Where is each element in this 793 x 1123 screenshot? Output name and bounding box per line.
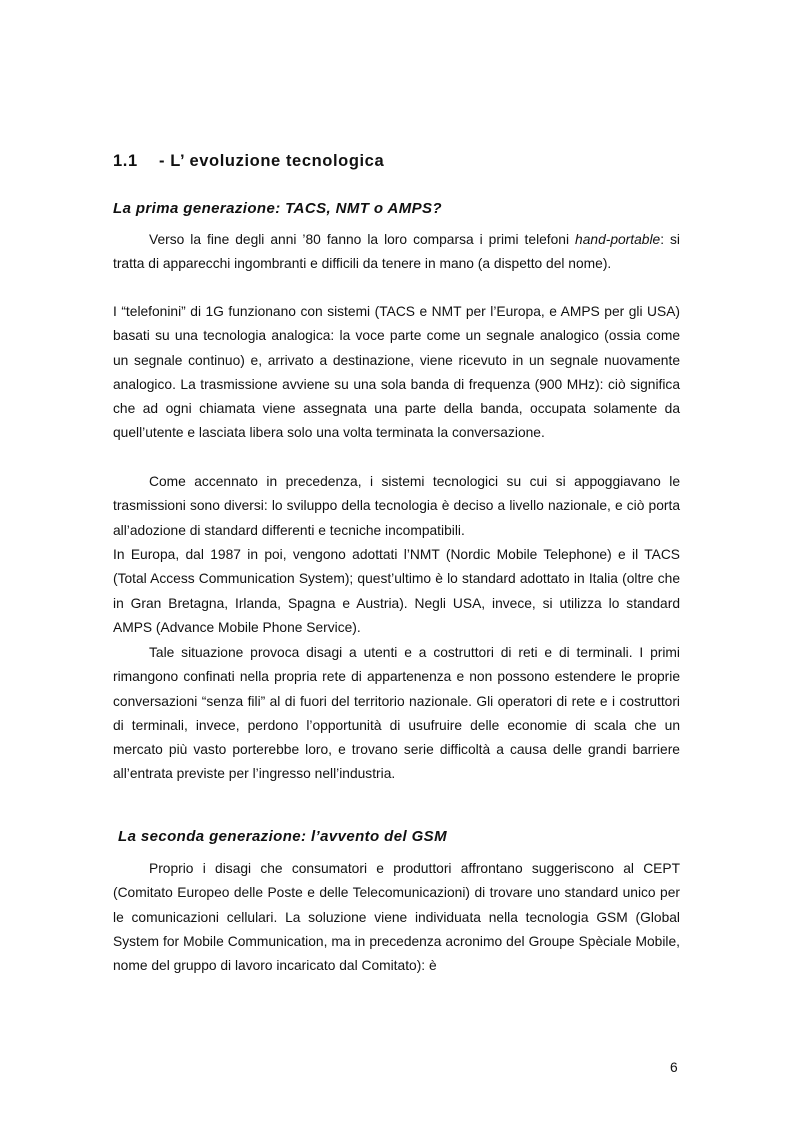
paragraph-2: I “telefonini” di 1G funzionano con sistemi (TACS e NMT per l’Europa, e AMPS per gli USA) basati su una tecnologia analogica: la voce parte come un segnale analogico (ossia come un segnale continuo) e, arrivato a destinazione, viene ricevuto in un segnale nuovamente analogico. La trasmissione avviene su una sola banda di frequenza (900 MHz): ciò significa che ad ogni chiamata viene assegnata una parte della banda, occupata solamente da quell’utente e lasciata libera solo una volta terminata la conversazione. bbox=[113, 304, 680, 441]
paragraph-3: Come accennato in precedenza, i sistemi tecnologici su cui si appoggiavano le trasmissioni sono diversi: lo sviluppo della tecnologia è deciso a livello nazionale, e ciò porta all’adozione di standard differenti e tecniche incompatibili. bbox=[113, 474, 680, 538]
paragraph-4: In Europa, dal 1987 in poi, vengono adottati l’NMT (Nordic Mobile Telephone) e il TACS (Total Access Communication System); quest’ultimo è lo standard adottato in Italia (oltre che in Gran Bretagna, Irlanda, Spagna e Austria). Negli USA, invece, si utilizza lo standard AMPS (Advance Mobile Phone Service). bbox=[113, 547, 680, 635]
paragraph-6: Proprio i disagi che consumatori e produttori affrontano suggeriscono al CEPT (Comitato Europeo delle Poste e delle Telecomunicazioni) di trovare uno standard unico per le comunicazioni cellulari. La soluzione viene individuata nella tecnologia GSM (Global System for Mobile Communication, ma in precedenza acronimo del Groupe Spèciale Mobile, nome del gruppo di lavoro incaricato dal Comitato): è bbox=[113, 861, 680, 974]
paragraph-1-text-end: : si tratta di apparecchi ingombranti e difficili da tenere in mano (a dispetto del nome). bbox=[113, 232, 680, 272]
paragraph-1-emphasis: hand-portable bbox=[575, 232, 661, 247]
paragraph-5: Tale situazione provoca disagi a utenti e a costruttori di reti e di terminali. I primi rimangono confinati nella propria rete di appartenenza e non possono estendere le proprie conversazioni “senza fili” al di fuori del territorio nazionale. Gli operatori di rete e i costruttori di terminali, invece, perdono l’opportunità di usufruire delle economie di scala che un mercato più vasto porterebbe loro, e trovano serie difficoltà a causa delle grandi barriere all’entrata previste per l’ingresso nell’industria. bbox=[113, 645, 680, 782]
section-number: 1.1 bbox=[113, 152, 138, 170]
section-heading bbox=[113, 152, 384, 171]
paragraph-1-text-start: Verso la fine degli anni ’80 fanno la loro comparsa i primi telefoni bbox=[149, 232, 576, 247]
page-number: 6 bbox=[670, 1060, 678, 1075]
subsection-heading-first-generation: La prima generazione: TACS, NMT o AMPS? bbox=[113, 200, 442, 217]
paragraph-1 bbox=[113, 228, 680, 277]
subsection-heading-second-generation: La seconda generazione: l’avvento del GSM bbox=[118, 828, 447, 845]
section-title: - L’ evoluzione tecnologica bbox=[159, 152, 385, 170]
